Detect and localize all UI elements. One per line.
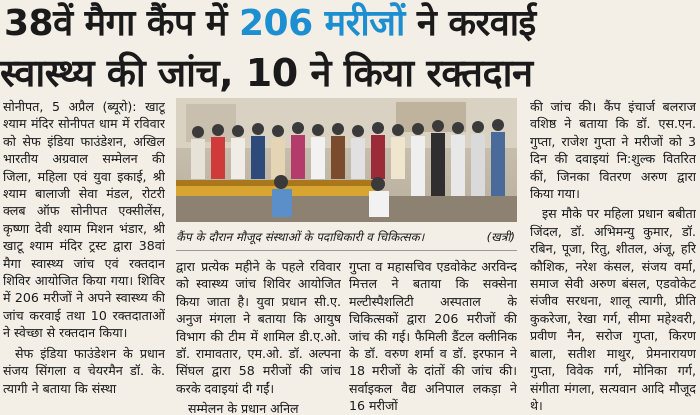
article-paragraph: सोनीपत, 5 अप्रैल (ब्यूरो): खाटू श्याम मंदिर सोनीपत धाम में रविवार को सेफ इंडिया फाउंडेशन, अखिल भारतीय अग्रवाल सम्मेलन की जिला, महिला एवं युवा इकाई, श्री श्याम बालाजी सेवा मंडल, रोटरी क्लब ऑफ सोनीपत एक्सीलेंस, कृष्णा देवी श्याम मिशन भंडार, श्री खाटू श्याम मंदिर ट्रस्ट द्वारा 38वां मैगा स्वास्थ्य जांच एवं रक्तदान शिविर आयोजित किया गया। शिविर में 206 मरीजों ने अपने स्वास्थ्य की जांच करवाई तथा 10 रक्तदाताओं ने स्वेच्छा से रक्तदान किया। [3, 99, 165, 341]
article-column-middle-1 [176, 258, 341, 415]
headline-highlight: 206 मरीजों [239, 3, 405, 44]
article-column-middle-2 [349, 258, 517, 415]
headline-line-1 [0, 2, 700, 46]
group-photo-illustration [176, 98, 517, 222]
headline-part-1: 38वें मैगा कैंप में [4, 3, 239, 44]
article-paragraph: इस मौके पर महिला प्रधान बबीता जिंदल, डॉ. अभिमन्यु कुमार, डॉ. रबिन, पूजा, रितु, शीतल, अंजू, हरि कौशिक, नरेश कंसल, संजय वर्मा, समाज सेवी अरुण बंसल, एडवोकेट संजीव सरधना, शालू त्यागी, प्रीति कुकरेजा, रेखा गर्ग, सीमा महेश्वरी, प्रवीण नैन, सरोज गुप्ता, किरण बाला, सतीश माथुर, प्रेमनारायण गुप्ता, विवेक गर्ग, मोनिका गर्ग, संगीता मंगला, सत्यवान आदि मौजूद थे। [530, 206, 696, 413]
photo-caption [176, 224, 517, 251]
headline-line-2: स्वास्थ्य की जांच, 10 ने किया रक्तदान [0, 51, 533, 95]
article-paragraph: सेफ इंडिया फाउंडेशन के प्रधान संजय सिंगला व चेयरमैन डॉ. के. त्यागी ने बताया कि संस्था [3, 345, 165, 396]
group-photo [176, 98, 517, 222]
article-paragraph: सम्मेलन के प्रधान अनिल [188, 401, 299, 415]
article-column-left [3, 98, 165, 415]
photo-caption-text: कैंप के दौरान मौजूद संस्थाओं के पदाधिकारी व चिकित्सक। [176, 230, 425, 244]
article-paragraph: द्वारा प्रत्येक महीने के पहले रविवार को स्वास्थ्य जांच शिविर आयोजित किया जाता है। युवा प्रधान सी.ए. अनुज मंगला ने बताया कि आयुष विभाग की टीम में शामिल डी.ए.ओ. डॉ. रामावतार, एम.ओ. डॉ. अल्पना सिंघल द्वारा 58 मरीजों की जांच करके दवाइयां दी गईं। [176, 259, 341, 396]
article-paragraph: की जांच की। कैंप इंचार्ज बलराज वशिष्ठ ने बताया कि डॉ. एस.एन. गुप्ता, राजेश गुप्ता ने मरीजों को 3 दिन की दवाइयां नि:शुल्क वितरित कीं, जिनका वितरण अरुण द्वारा किया गया। [530, 99, 696, 202]
article-column-right [530, 98, 696, 415]
photo-credit: (खत्री) [486, 230, 515, 244]
headline-part-2: ने करवाई [404, 3, 536, 44]
article-paragraph: गुप्ता व महासचिव एडवोकेट अरविन्द मित्तल ने बताया कि सक्सेना मल्टीस्पैशलिटी अस्पताल के चिकित्सकों द्वारा 206 मरीजों की जांच की गई। फैमिली डैंटल क्लीनिक के डॉ. वरुण शर्मा व डॉ. इरफान ने 18 मरीजों के दांतों की जांच की। सर्वाइकल वैद्य अनिपाल लकड़ा ने 16 मरीजों [349, 259, 517, 414]
